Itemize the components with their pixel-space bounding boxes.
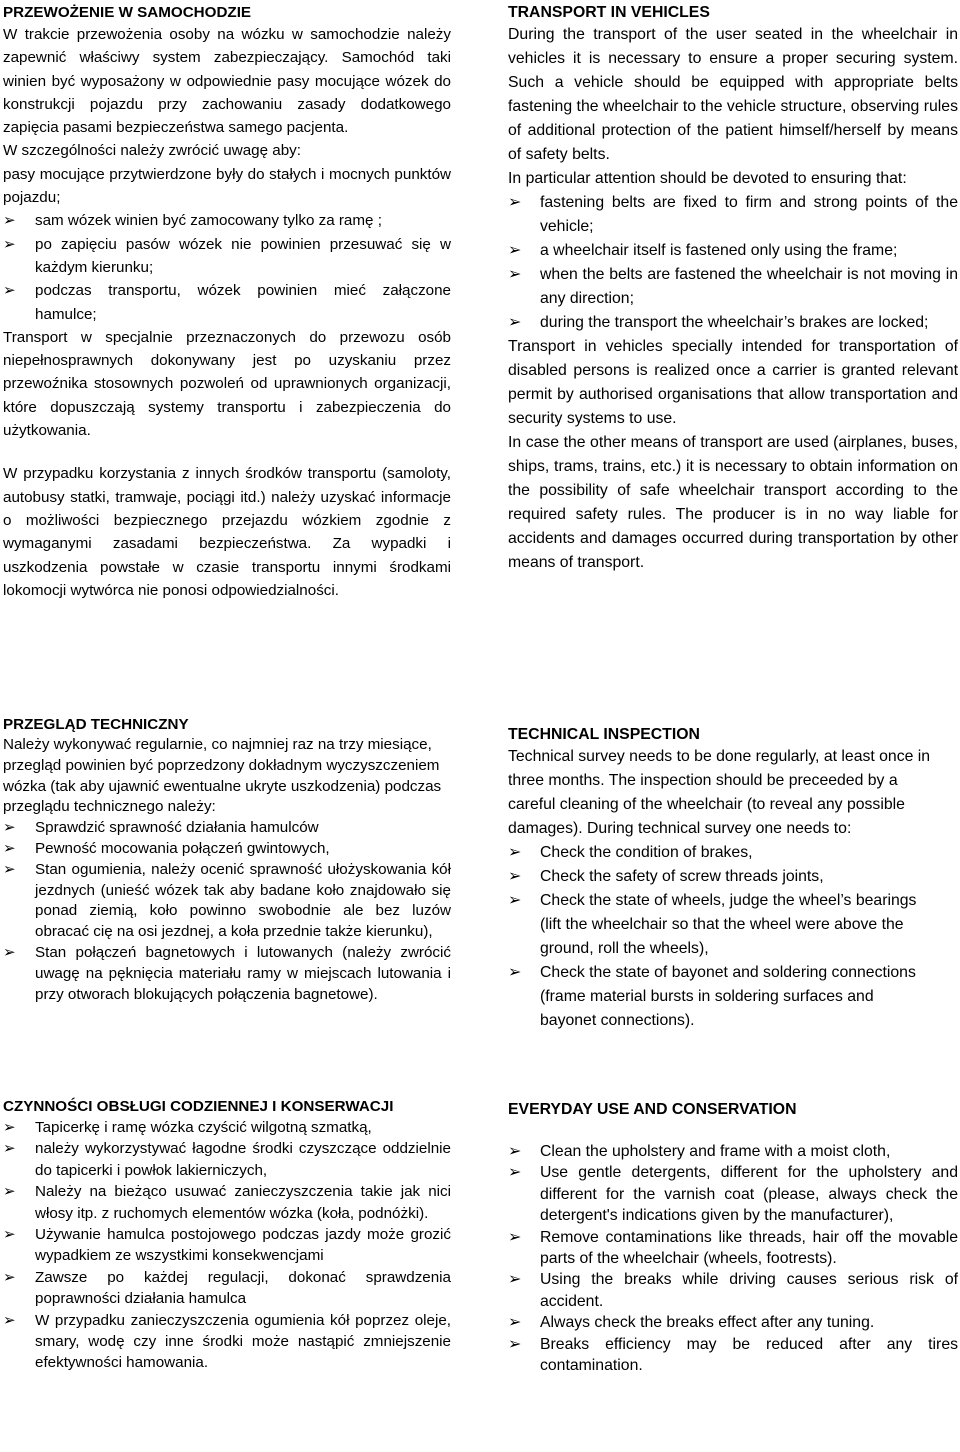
arrow-bullet-icon: ➢: [508, 194, 522, 211]
section-title: TRANSPORT IN VEHICLES: [508, 4, 710, 21]
list-item: ➢ fastening belts are fixed to firm and strong points of the vehicle;: [508, 191, 958, 239]
arrow-bullet-icon: ➢: [508, 844, 522, 861]
list-item: ➢ podczas transportu, wózek powinien mieć załączone hamulce;: [3, 279, 451, 326]
paragraph: In particular attention should be devoted to ensuring that:: [508, 170, 907, 187]
arrow-bullet-icon: ➢: [508, 892, 522, 909]
section-title: EVERYDAY USE AND CONSERVATION: [508, 1101, 797, 1118]
section-title: PRZEWOŻENIE W SAMOCHODZIE: [3, 4, 252, 21]
arrow-bullet-icon: ➢: [3, 1311, 16, 1329]
paragraph: Technical survey needs to be done regularly, at least once in three months. The inspection should be preceeded by a careful cleaning of the wheelchair (to reveal any possible damages). During technical survey one needs to:: [508, 748, 931, 837]
arrow-bullet-icon: ➢: [3, 943, 16, 961]
list-item: ➢ Pewność mocowania połączeń gwintowych,: [3, 839, 451, 860]
list-item: ➢ Check the condition of brakes,: [508, 841, 918, 865]
arrow-bullet-icon: ➢: [3, 839, 16, 857]
arrow-bullet-icon: ➢: [3, 1226, 16, 1244]
list-item: ➢ Always check the breaks effect after any tuning.: [508, 1312, 958, 1333]
arrow-bullet-icon: ➢: [508, 868, 522, 885]
list-item: ➢ W przypadku zanieczyszczenia ogumienia kół poprzez oleje, smary, wodę czy inne środki może nastąpić zmniejszenie efektywności hamowania.: [3, 1311, 451, 1372]
section-inspection-en: [508, 725, 958, 1033]
arrow-bullet-icon: ➢: [508, 1314, 522, 1332]
list-item: ➢ a wheelchair itself is fastened only using the frame;: [508, 239, 958, 263]
arrow-bullet-icon: ➢: [508, 964, 522, 981]
list-item: ➢ Using the breaks while driving causes serious risk of accident.: [508, 1271, 958, 1310]
arrow-bullet-icon: ➢: [508, 314, 522, 331]
paragraph: During the transport of the user seated in the wheelchair in vehicles it is necessary to ensure a proper securing system. Such a vehicle should be equipped with appropriate belts fastening the wheelchair to the vehicle structure, observing rules of additional protection of the patient himself/herself by means of safety belts.: [508, 26, 958, 163]
list-item: ➢ Stan ogumienia, należy ocenić sprawność ułożyskowania kół jezdnych (unieść wózek tak aby badane koło znajdowało się ponad ziemią, koło powinno swobodnie ale bez luzów obracać cię na osi jezdnej, a koła przednie także kierunku),: [3, 860, 451, 941]
bullet-list: [3, 818, 451, 1005]
list-item: ➢ Zawsze po każdej regulacji, dokonać sprawdzenia poprawności działania hamulca: [3, 1268, 451, 1308]
list-item: ➢ Check the safety of screw threads joints,: [508, 865, 918, 889]
section-transport-en: [508, 3, 958, 575]
arrow-bullet-icon: ➢: [508, 266, 522, 283]
bullet-list: [508, 841, 958, 1033]
section-inspection-pl: [3, 715, 451, 1005]
section-everyday-en: [508, 1100, 958, 1376]
list-item: ➢ Use gentle detergents, different for the upholstery and different for the varnish coat (please, always check the detergent's indications given by the manufacturer),: [508, 1164, 958, 1225]
bullet-list: [3, 1117, 451, 1374]
paragraph: pasy mocujące przytwierdzone były do stałych i mocnych punktów pojazdu;: [3, 165, 451, 207]
arrow-bullet-icon: ➢: [3, 212, 16, 230]
paragraph: W trakcie przewożenia osoby na wózku w samochodzie należy zapewnić właściwy system zabezpieczający. Samochód taki winien być wyposażony w odpowiednie pasy mocujące wózek do konstrukcji pojazdu przy zachowaniu zasady dodatkowego zapięcia pasami bezpieczeństwa samego pacjenta.: [3, 26, 451, 137]
list-item: ➢ sam wózek winien być zamocowany tylko za ramę ;: [3, 209, 451, 232]
paragraph: W przypadku korzystania z innych środków transportu (samoloty, autobusy statki, tramwaje, pociągi itd.) należy uzyskać informacje o możliwości bezpiecznego przejazdu wózkiem zgodnie z wymaganymi zasadami bezpieczeństwa. Za wypadki i uszkodzenia powstałe w czasie transportu innymi środkami lokomocji wytwórca nie ponosi odpowiedzialności.: [3, 465, 451, 599]
arrow-bullet-icon: ➢: [3, 1183, 16, 1201]
paragraph: In case the other means of transport are used (airplanes, buses, ships, trams, trains, etc.) it is necessary to obtain information on the possibility of safe wheelchair transport according to the required safety rules. The producer is in no way liable for accidents and damages occurred during transportation by other means of transport.: [508, 434, 958, 571]
bullet-list: [508, 1141, 958, 1376]
paragraph: Należy wykonywać regularnie, co najmniej raz na trzy miesiące, przegląd powinien być poprzedzony dokładnym wyczyszczeniem wózka (tak aby ujawnić ewentualne ukryte uszkodzenia) podczas przeglądu technicznego należy:: [3, 736, 442, 816]
arrow-bullet-icon: ➢: [3, 860, 16, 878]
section-title: CZYNNOŚCI OBSŁUGI CODZIENNEJ I KONSERWACJI: [3, 1098, 394, 1115]
arrow-bullet-icon: ➢: [508, 1228, 522, 1246]
arrow-bullet-icon: ➢: [508, 242, 522, 259]
arrow-bullet-icon: ➢: [508, 1164, 522, 1182]
arrow-bullet-icon: ➢: [3, 1268, 16, 1286]
arrow-bullet-icon: ➢: [3, 819, 16, 837]
section-title: PRZEGLĄD TECHNICZNY: [3, 716, 189, 733]
arrow-bullet-icon: ➢: [3, 235, 16, 253]
list-item: ➢ Należy na bieżąco usuwać zanieczyszczenia takie jak nici włosy itp. z ruchomych elementów wózka (koła, podnóżki).: [3, 1183, 451, 1222]
arrow-bullet-icon: ➢: [3, 1119, 16, 1136]
arrow-bullet-icon: ➢: [3, 282, 16, 300]
list-item: ➢ Check the state of bayonet and soldering connections (frame material bursts in soldering surfaces and bayonet connections).: [508, 961, 918, 1033]
list-item: ➢ when the belts are fastened the wheelchair is not moving in any direction;: [508, 263, 958, 311]
bullet-list: [508, 191, 958, 335]
arrow-bullet-icon: ➢: [508, 1271, 522, 1289]
list-item: ➢ po zapięciu pasów wózek nie powinien przesuwać się w każdym kierunku;: [3, 233, 451, 280]
list-item: ➢ during the transport the wheelchair’s brakes are locked;: [508, 311, 958, 335]
section-daily-care-pl: [3, 1097, 451, 1374]
list-item: ➢ Używanie hamulca postojowego podczas jazdy może grozić wypadkiem ze wszystkimi konsekwencjami: [3, 1226, 451, 1265]
bullet-list: [3, 209, 451, 325]
arrow-bullet-icon: ➢: [3, 1140, 16, 1158]
list-item: ➢ Breaks efficiency may be reduced after any tires contamination.: [508, 1335, 958, 1375]
list-item: ➢ Stan połączeń bagnetowych i lutowanych (należy zwrócić uwagę na pęknięcia materiału ramy w miejscach lutowania i przy otworach blokujących połączenia bagnetowe).: [3, 943, 451, 1003]
list-item: ➢ Clean the upholstery and frame with a moist cloth,: [508, 1141, 958, 1162]
list-item: ➢ Sprawdzić sprawność działania hamulców: [3, 818, 451, 839]
paragraph: Transport w specjalnie przeznaczonych do przewozu osób niepełnosprawnych dokonywany jest po uzyskaniu przez przewoźnika stosownych pozwoleń od uprawnionych organizacji, które dopuszczają systemy transportu i zabezpieczenia do użytkowania.: [3, 328, 451, 440]
list-item: ➢ Remove contaminations like threads, hair off the movable parts of the wheelchair (wheels, footrests).: [508, 1228, 958, 1268]
arrow-bullet-icon: ➢: [508, 1335, 522, 1353]
arrow-bullet-icon: ➢: [508, 1143, 522, 1160]
list-item: ➢ Check the state of wheels, judge the wheel’s bearings (lift the wheelchair so that the wheel were above the ground, roll the wheels),: [508, 889, 918, 961]
list-item: ➢ należy wykorzystywać łagodne środki czyszczące oddzielnie do tapicerki i powłok lakierniczych,: [3, 1140, 451, 1179]
paragraph: Transport in vehicles specially intended for transportation of disabled persons is realized once a carrier is granted relevant permit by authorised organisations that allow transportation and security systems to use.: [508, 338, 958, 427]
paragraph: W szczególności należy zwrócić uwagę aby:: [3, 142, 301, 160]
section-transport-pl: [3, 3, 451, 602]
list-item: ➢ Tapicerkę i ramę wózka czyścić wilgotną szmatką,: [3, 1117, 451, 1138]
section-title: TECHNICAL INSPECTION: [508, 726, 700, 743]
